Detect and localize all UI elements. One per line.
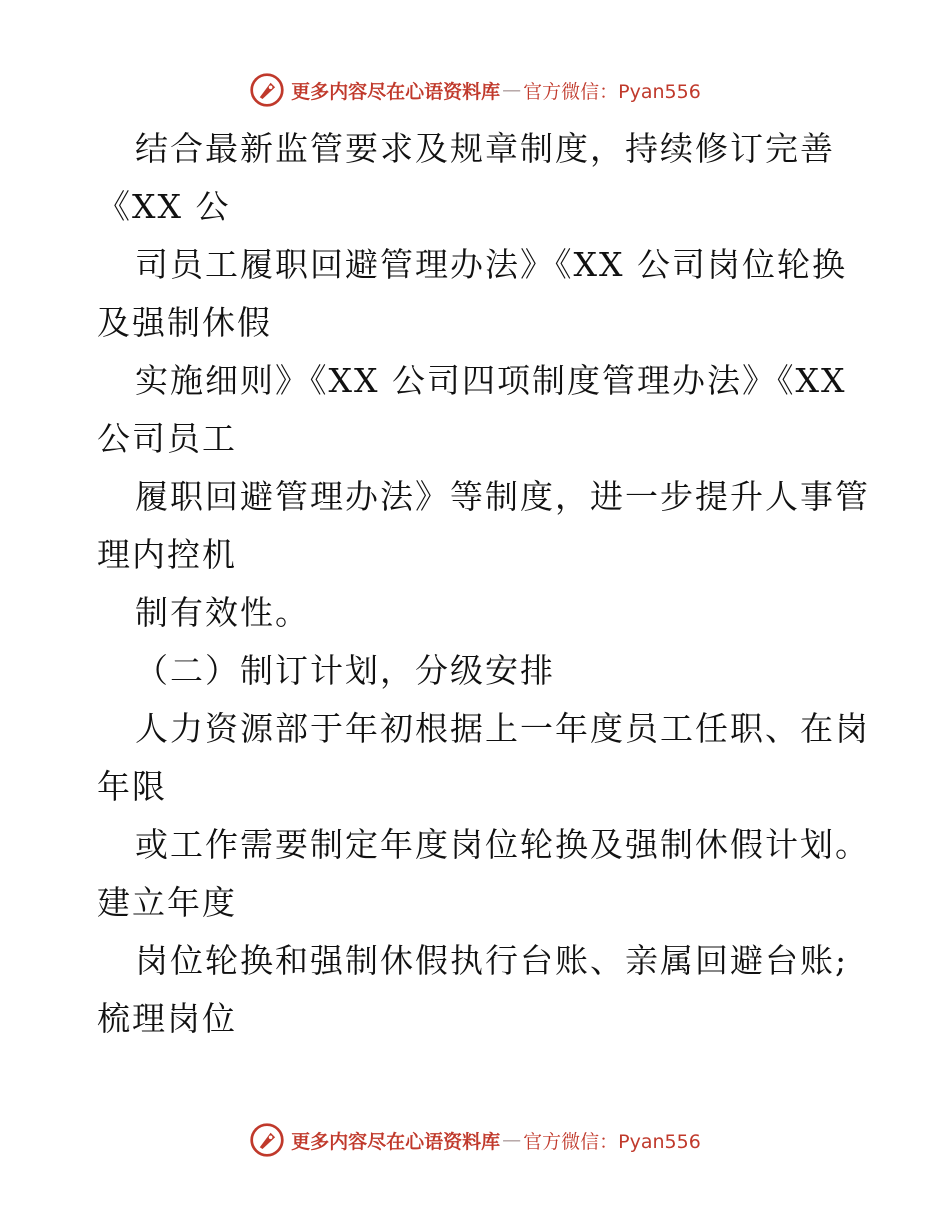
paragraph-line: 公司员工: [97, 419, 237, 458]
paragraph-line: 司员工履职回避管理办法》《XX 公司岗位轮换: [135, 245, 847, 284]
footer-watermark: [0, 1120, 950, 1160]
watermark-sub-text: 官方微信：Pyan556: [523, 80, 701, 103]
watermark-main-text: 更多内容尽在心语资料库: [291, 1130, 501, 1153]
header-watermark: [0, 70, 950, 110]
watermark-separator: —: [502, 1129, 522, 1151]
paragraph-line: 岗位轮换和强制休假执行台账、亲属回避台账;: [135, 941, 849, 980]
watermark-separator: —: [502, 79, 522, 101]
paragraph-line: 履职回避管理办法》等制度，进一步提升人事管: [135, 477, 870, 516]
paragraph-line: 《XX 公: [97, 187, 231, 226]
paragraph-line: 年限: [97, 767, 167, 806]
paragraph-line: 理内控机: [97, 535, 237, 574]
paragraph-line: 人力资源部于年初根据上一年度员工任职、在岗: [135, 709, 870, 748]
section-heading: （二）制订计划，分级安排: [135, 651, 555, 690]
paragraph-line: 建立年度: [97, 883, 237, 922]
watermark-main-text: 更多内容尽在心语资料库: [291, 80, 501, 103]
paragraph-line: 结合最新监管要求及规章制度，持续修订完善: [135, 129, 835, 168]
pen-nib-logo-icon: [249, 72, 285, 108]
paragraph-line: 及强制休假: [97, 303, 272, 342]
paragraph-line: 或工作需要制定年度岗位轮换及强制休假计划。: [135, 825, 870, 864]
watermark-sub-text: 官方微信：Pyan556: [523, 1130, 701, 1153]
pen-nib-logo-icon: [249, 1122, 285, 1158]
paragraph-line: 实施细则》《XX 公司四项制度管理办法》《XX: [135, 361, 847, 400]
paragraph-line: 梳理岗位: [97, 999, 237, 1038]
paragraph-line: 制有效性。: [135, 593, 310, 632]
